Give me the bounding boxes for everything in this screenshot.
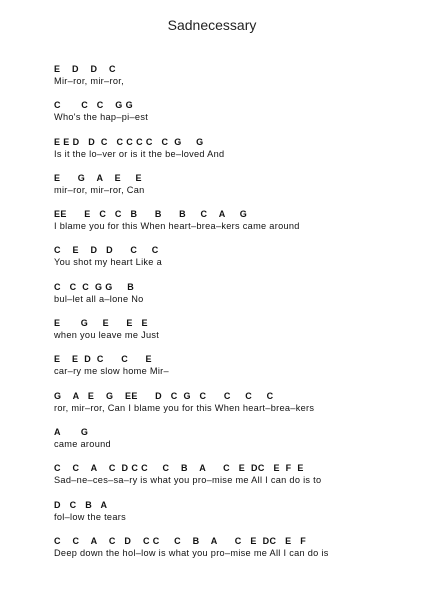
lyric-line: when you leave me Just <box>54 330 160 341</box>
note-line: C C A C D C C C B A C E DC E F <box>54 535 307 546</box>
lyric-line: Who's the hap–pi–est <box>54 112 149 123</box>
verse-block <box>54 535 414 571</box>
lyric-line: car–ry me slow home Mir– <box>54 366 169 377</box>
lyric-line: fol–low the tears <box>54 511 127 522</box>
note-line: C E D D C C <box>54 245 159 256</box>
verse-block <box>54 208 414 244</box>
note-line: E E D C C E <box>54 354 152 365</box>
lyric-line: Is it the lo–ver or is it the be–loved And <box>54 148 225 159</box>
note-line: EE E C C B B B C A G <box>54 209 248 220</box>
note-line: G A E G EE D C G C C C C <box>54 390 274 401</box>
lyric-line: mir–ror, mir–ror, Can <box>54 184 145 195</box>
verse-block <box>54 172 414 208</box>
lyric-line: Sad–ne–ces–sa–ry is what you pro–mise me All I can do is to <box>54 475 322 486</box>
lyric-line: Mir–ror, mir–ror, <box>54 76 124 86</box>
note-line: C C C G G B <box>54 281 135 292</box>
verse-block <box>54 390 414 426</box>
lyric-line: bul–let all a–lone No <box>54 293 144 304</box>
lyric-line: I blame you for this When heart–brea–kers came around <box>54 221 300 232</box>
verse-block <box>54 136 414 172</box>
verse-block <box>54 499 414 535</box>
note-line: E E D D C C C C C C G G <box>54 136 204 147</box>
verse-block <box>54 99 414 135</box>
note-line: C C A C D C C C B A C E DC E F E <box>54 463 304 474</box>
lyric-line: ror, mir–ror, Can I blame you for this When heart–brea–kers <box>54 402 315 413</box>
note-line: E G A E E <box>54 172 142 183</box>
verse-block <box>54 281 414 317</box>
verse-block <box>54 63 414 99</box>
lyric-line: came around <box>54 438 111 449</box>
lyric-line: Deep down the hol–low is what you pro–mise me All I can do is <box>54 547 329 558</box>
note-line: D C B A <box>54 499 108 510</box>
verse-block <box>54 353 414 389</box>
song-title: Sadnecessary <box>167 17 257 33</box>
note-line: E G E E E <box>54 318 148 329</box>
verse-block <box>54 244 414 280</box>
verse-list <box>54 63 414 571</box>
lyric-line: You shot my heart Like a <box>54 257 162 268</box>
verse-block <box>54 462 414 498</box>
note-line: C C C G G <box>54 100 134 111</box>
note-line: A G <box>54 426 89 437</box>
verse-block <box>54 426 414 462</box>
note-line: E D D C <box>54 64 116 74</box>
verse-block <box>54 317 414 353</box>
